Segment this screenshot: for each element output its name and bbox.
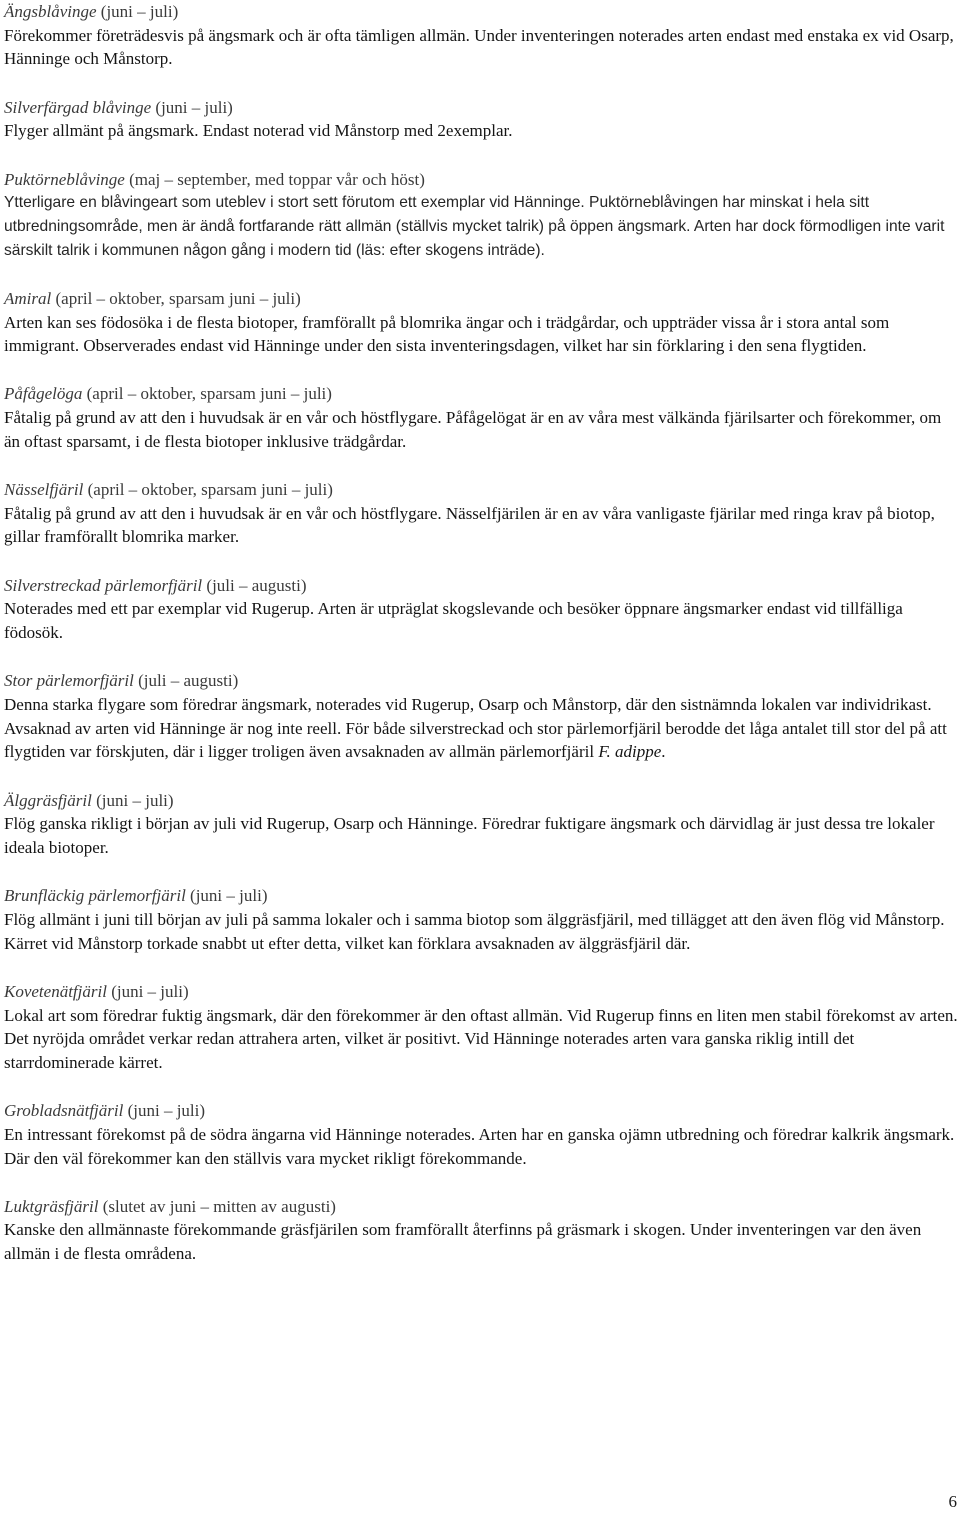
latin-name: F. adippe <box>598 742 662 762</box>
species-heading <box>4 287 959 311</box>
species-heading <box>4 1195 959 1219</box>
flight-period: (april – oktober, sparsam juni – juli) <box>82 384 332 404</box>
species-entry-amiral <box>4 287 959 358</box>
species-name: Brunfläckig pärlemorfjäril <box>4 886 186 906</box>
species-name: Påfågelöga <box>4 384 83 404</box>
flight-period: (juni – juli) <box>96 2 179 21</box>
flight-period: (juni – juli) <box>151 97 233 117</box>
species-heading <box>4 884 959 908</box>
flight-period: (juli – augusti) <box>133 671 239 691</box>
species-heading <box>4 669 959 693</box>
species-entry-luktgrasfjaril <box>4 1195 959 1266</box>
species-description: Noterades med ett par exemplar vid Rugerup. Arten är utpräglat skogslevande och besöker öppnare ängsmarker endast vid tillfälliga födosök. <box>4 599 903 643</box>
species-description: En intressant förekomst på de södra ängarna vid Hänninge noterades. Arten har en ganska ojämn utbredning och föredrar kalkrik ängsmark. Där den väl förekommer kan den ställvis vara mycket rikligt förekommande. <box>4 1124 955 1168</box>
species-description: Ytterligare en blåvingeart som uteblev i stort sett förutom ett exemplar vid Hänninge. Puktörneblåvingen har minskat i hela sitt utbredningsområde, men är ändå fortfarande rätt allmän (ställvis mycket talrik) på öppen ängsmark. Arten har dock förmodligen inte varit särskilt talrik i kommunen någon gång i modern tid (läs: efter skogens inträde). <box>4 194 945 259</box>
species-name: Amiral <box>4 288 52 308</box>
flight-period: (april – oktober, sparsam juni – juli) <box>51 288 301 308</box>
species-entry-stor-parlemorfjaril <box>4 669 959 764</box>
species-name: Ängsblåvinge <box>4 2 97 21</box>
species-entry-silverfargad-blavinge <box>4 96 959 143</box>
species-heading <box>4 789 959 813</box>
species-name: Kovetenätfjäril <box>4 981 107 1001</box>
species-name: Nässelfjäril <box>4 480 84 500</box>
species-entry-nasselfjaril <box>4 478 959 549</box>
species-description: Kanske den allmännaste förekommande gräsfjärilen som framförallt återfinns på gräsmark i skogen. Under inventeringen var den även allmän i de flesta områdena. <box>4 1220 922 1264</box>
species-entry-angsblavinge <box>4 0 959 71</box>
species-description: Arten kan ses födosöka i de flesta biotoper, framförallt på blomrika ängar och i trädgårdar, och uppträder vissa år i stora antal som immigrant. Observerades endast vid Hänninge under den sista inventeringsdagen, vilket har sin förklaring i den sena flygtiden. <box>4 312 890 356</box>
flight-period: (april – oktober, sparsam juni – juli) <box>83 480 333 500</box>
species-description: Lokal art som föredrar fuktig ängsmark, där den förekommer är den oftast allmän. Vid Rugerup finns en liten men stabil förekomst av arten. Det nyröjda området verkar redan attrahera arten, vilket är positivt. Vid Hänninge noterades arten vara ganska riklig intill det starrdominerade kärret. <box>4 1005 958 1072</box>
flight-period: (juni – juli) <box>123 1101 206 1121</box>
species-entry-pafageloga <box>4 382 959 453</box>
species-description: Flög allmänt i juni till början av juli på samma lokaler och i samma biotop som älggräsfjäril, med tillägget att den även flög vid Månstorp. Kärret vid Månstorp torkade snabbt ut efter detta, vilket kan förklara avsaknaden av älggräsfjäril där. <box>4 909 945 953</box>
species-description: Flög ganska rikligt i början av juli vid Rugerup, Osarp och Hänninge. Föredrar fuktigare ängsmark och därvidlag är just dessa tre lokaler ideala biotoper. <box>4 814 935 857</box>
species-description: Fåtalig på grund av att den i huvudsak är en vår och höstflygare. Påfågelögat är en av våra mest välkända fjärilsarter och förekommer, om än oftast sparsamt, i de flesta biotoper inklusive trädgårdar. <box>4 408 942 451</box>
flight-period: (slutet av juni – mitten av augusti) <box>98 1196 336 1216</box>
species-heading <box>4 574 959 598</box>
species-heading <box>4 0 959 24</box>
species-description: Förekommer företrädesvis på ängsmark och är ofta tämligen allmän. Under inventeringen noterades arten endast med enstaka ex vid Osarp, Hänninge och Månstorp. <box>4 25 954 69</box>
flight-period: (juni – juli) <box>106 981 189 1001</box>
species-name: Älggräsfjäril <box>4 790 92 810</box>
species-name: Grobladsnätfjäril <box>4 1101 124 1121</box>
description-end: . <box>661 742 666 762</box>
species-heading <box>4 478 959 502</box>
flight-period: (maj – september, med toppar vår och höst) <box>124 169 425 189</box>
species-name: Stor pärlemorfjäril <box>4 671 134 691</box>
species-heading <box>4 382 959 406</box>
species-heading <box>4 168 959 192</box>
species-entry-silverstreckad-parlemorfjaril <box>4 574 959 645</box>
species-entry-grobladsnatfjaril <box>4 1099 959 1170</box>
species-entry-brunflackig-parlemorfjaril <box>4 884 959 955</box>
description-text: Denna starka flygare som föredrar ängsmark, noterades vid Rugerup, Osarp och Månstorp, där den sistnämnda lokalen var individrikast. Avsaknad av arten vid Hänninge är nog inte reell. För både silverstreckad och stor pärlemorfjäril berodde det låga antalet till stor del på att flygtiden var förskjuten, där i ligger troligen även avsaknaden av allmän pärlemorfjäril <box>4 694 947 762</box>
species-heading <box>4 96 959 120</box>
species-heading <box>4 980 959 1004</box>
species-description <box>4 693 959 764</box>
species-name: Silverfärgad blåvinge <box>4 97 152 117</box>
species-entry-kovetenatfjaril <box>4 980 959 1075</box>
species-heading <box>4 1099 959 1123</box>
document-page <box>4 0 959 1290</box>
species-name: Luktgräsfjäril <box>4 1196 99 1216</box>
flight-period: (juni – juli) <box>185 886 268 906</box>
species-description: Flyger allmänt på ängsmark. Endast noterad vid Månstorp med 2exemplar. <box>4 121 513 141</box>
species-description: Fåtalig på grund av att den i huvudsak är en vår och höstflygare. Nässelfjärilen är en av våra vanligaste fjärilar med ringa krav på biotop, gillar framförallt blomrika marker. <box>4 503 935 547</box>
page-number: 6 <box>948 1492 957 1511</box>
species-entry-alggrasfjaril <box>4 789 959 860</box>
species-entry-puktorneblavinge <box>4 168 959 263</box>
species-name: Silverstreckad pärlemorfjäril <box>4 575 203 595</box>
species-name: Puktörneblåvinge <box>4 169 125 189</box>
flight-period: (juni – juli) <box>91 790 174 810</box>
flight-period: (juli – augusti) <box>202 575 307 595</box>
